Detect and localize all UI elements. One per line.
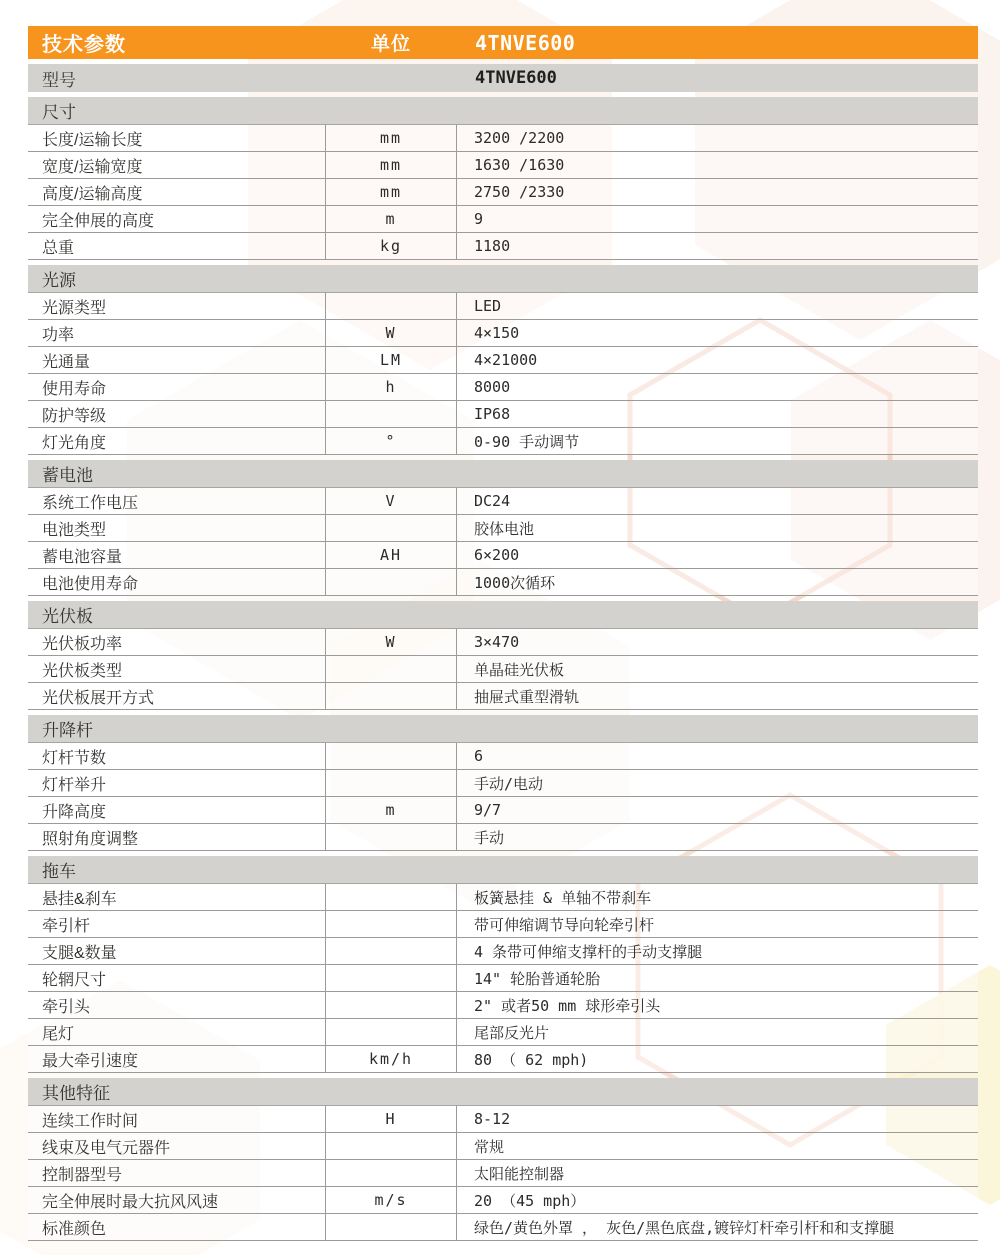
row-label: 电池使用寿命: [42, 575, 139, 593]
row-label: 功率: [42, 326, 75, 344]
table-row: [28, 320, 978, 347]
table-row: [28, 1214, 978, 1241]
row-unit: [325, 683, 457, 709]
row-value: 1630 /1630: [474, 156, 565, 174]
row-value: 4×150: [474, 324, 520, 342]
row-unit: [325, 1214, 457, 1240]
table-row: [28, 152, 978, 179]
model-value: 4TNVE600: [475, 68, 557, 88]
row-unit: mm: [325, 125, 457, 151]
row-value: 3200 /2200: [474, 129, 565, 147]
row-value: 80 （ 62 mph): [474, 1050, 589, 1069]
row-unit: m/s: [325, 1187, 457, 1213]
row-value: 太阳能控制器: [474, 1164, 565, 1183]
table-row: [28, 965, 978, 992]
row-label: 防护等级: [42, 407, 107, 425]
table-row: [28, 824, 978, 851]
row-value: 单晶硅光伏板: [474, 660, 565, 679]
row-unit: [325, 938, 457, 964]
table-row: [28, 656, 978, 683]
table-row: [28, 293, 978, 320]
row-value: 14" 轮胎普通轮胎: [474, 969, 601, 988]
row-value: 绿色/黄色外罩 ， 灰色/黑色底盘,镀锌灯杆牵引杆和和支撑腿: [474, 1218, 895, 1237]
row-unit: m: [325, 797, 457, 823]
row-unit: [325, 401, 457, 427]
row-value: 带可伸缩调节导向轮牵引杆: [474, 915, 655, 934]
row-value: 1000次循环: [474, 573, 556, 592]
section-body: [28, 883, 978, 1073]
section-body: [28, 487, 978, 596]
row-unit: mm: [325, 152, 457, 178]
row-label: 灯杆举升: [42, 776, 107, 794]
column-title-unit: 单位: [370, 34, 411, 55]
row-unit: m: [325, 206, 457, 232]
row-unit: [325, 992, 457, 1018]
row-unit: V: [325, 488, 457, 514]
table-row: [28, 542, 978, 569]
row-unit: H: [325, 1106, 457, 1132]
row-label: 完全伸展时最大抗风风速: [42, 1193, 219, 1211]
row-label: 光伏板展开方式: [42, 689, 155, 707]
row-value: 尾部反光片: [474, 1023, 550, 1042]
row-unit: h: [325, 374, 457, 400]
row-value: 6×200: [474, 546, 520, 564]
table-row: [28, 233, 978, 260]
row-value: 9: [474, 210, 484, 228]
table-row: [28, 1106, 978, 1133]
row-label: 线束及电气元器件: [42, 1139, 171, 1157]
table-row: [28, 911, 978, 938]
row-label: 控制器型号: [42, 1166, 123, 1184]
row-unit: [325, 1019, 457, 1045]
row-unit: kg: [325, 233, 457, 259]
row-label: 轮辋尺寸: [42, 971, 107, 989]
table-header: [28, 26, 978, 59]
row-value: 6: [474, 747, 484, 765]
row-value: 1180: [474, 237, 511, 255]
row-label: 电池类型: [42, 521, 107, 539]
row-label: 灯杆节数: [42, 749, 107, 767]
model-label: 型号: [42, 70, 76, 90]
row-label: 光通量: [42, 353, 91, 371]
section-header: 拖车: [28, 856, 978, 883]
section-header: 其他特征: [28, 1078, 978, 1105]
row-unit: [325, 743, 457, 769]
row-value: 9/7: [474, 801, 502, 819]
table-row: [28, 347, 978, 374]
row-unit: [325, 911, 457, 937]
spec-table: [28, 26, 978, 1241]
row-label: 连续工作时间: [42, 1112, 139, 1130]
row-label: 总重: [42, 239, 75, 257]
table-row: [28, 488, 978, 515]
row-value: 手动: [474, 828, 505, 847]
row-unit: [325, 884, 457, 910]
section-header: 升降杆: [28, 715, 978, 742]
row-label: 完全伸展的高度: [42, 212, 155, 230]
row-value: 20 （45 mph）: [474, 1191, 586, 1210]
section-header: 光伏板: [28, 601, 978, 628]
table-row: [28, 770, 978, 797]
row-unit: W: [325, 629, 457, 655]
row-unit: [325, 824, 457, 850]
table-row: [28, 938, 978, 965]
row-label: 最大牵引速度: [42, 1052, 139, 1070]
row-label: 光伏板类型: [42, 662, 123, 680]
row-label: 照射角度调整: [42, 830, 139, 848]
table-row: [28, 743, 978, 770]
section-header: 尺寸: [28, 97, 978, 124]
row-label: 牵引头: [42, 998, 91, 1016]
row-value: LED: [474, 297, 502, 315]
table-row: [28, 515, 978, 542]
section-body: [28, 628, 978, 710]
row-value: 8000: [474, 378, 511, 396]
table-row: [28, 1160, 978, 1187]
table-row: [28, 569, 978, 596]
row-value: 2" 或者50 mm 球形牵引头: [474, 996, 661, 1015]
row-label: 蓄电池容量: [42, 548, 123, 566]
column-title-parameters: 技术参数: [42, 34, 126, 56]
row-value: 2750 /2330: [474, 183, 565, 201]
row-value: 板簧悬挂 & 单轴不带刹车: [474, 888, 652, 907]
row-label: 光伏板功率: [42, 635, 123, 653]
row-unit: LM: [325, 347, 457, 373]
row-unit: [325, 1160, 457, 1186]
row-label: 长度/运输长度: [42, 131, 143, 149]
table-row: [28, 992, 978, 1019]
row-value: 0-90 手动调节: [474, 432, 580, 451]
row-label: 宽度/运输宽度: [42, 158, 143, 176]
row-unit: [325, 1133, 457, 1159]
row-unit: [325, 656, 457, 682]
section-body: [28, 1105, 978, 1241]
table-row: [28, 629, 978, 656]
table-row: [28, 683, 978, 710]
row-unit: W: [325, 320, 457, 346]
section-body: [28, 742, 978, 851]
row-unit: [325, 515, 457, 541]
row-value: 抽屉式重型滑轨: [474, 687, 580, 706]
row-value: IP68: [474, 405, 511, 423]
table-row: [28, 206, 978, 233]
table-row: [28, 125, 978, 152]
section-body: [28, 292, 978, 455]
row-value: 8-12: [474, 1110, 511, 1128]
row-label: 悬挂&刹车: [42, 890, 117, 908]
section-header: 光源: [28, 265, 978, 292]
table-row: [28, 179, 978, 206]
row-unit: mm: [325, 179, 457, 205]
row-label: 高度/运输高度: [42, 185, 143, 203]
row-value: 4 条带可伸缩支撑杆的手动支撑腿: [474, 942, 703, 961]
row-value: 常规: [474, 1137, 505, 1156]
row-value: 4×21000: [474, 351, 538, 369]
row-label: 牵引杆: [42, 917, 91, 935]
table-row: [28, 1019, 978, 1046]
table-row: [28, 374, 978, 401]
section-body: [28, 124, 978, 260]
spec-table-sections: [28, 97, 978, 1241]
section-header: 蓄电池: [28, 460, 978, 487]
table-row: [28, 797, 978, 824]
row-label: 支腿&数量: [42, 944, 117, 962]
table-row: [28, 1046, 978, 1073]
row-value: DC24: [474, 492, 511, 510]
table-row: [28, 428, 978, 455]
row-unit: °: [325, 428, 457, 454]
row-label: 使用寿命: [42, 380, 107, 398]
row-unit: AH: [325, 542, 457, 568]
row-label: 标准颜色: [42, 1220, 107, 1238]
table-row: [28, 401, 978, 428]
row-value: 3×470: [474, 633, 520, 651]
table-row: [28, 1133, 978, 1160]
row-label: 光源类型: [42, 299, 107, 317]
row-unit: km/h: [325, 1046, 457, 1072]
row-label: 尾灯: [42, 1025, 75, 1043]
model-row: [28, 64, 978, 92]
row-label: 灯光角度: [42, 434, 107, 452]
row-label: 系统工作电压: [42, 494, 139, 512]
table-row: [28, 884, 978, 911]
row-unit: [325, 569, 457, 595]
row-label: 升降高度: [42, 803, 107, 821]
row-unit: [325, 293, 457, 319]
row-value: 胶体电池: [474, 519, 535, 538]
table-row: [28, 1187, 978, 1214]
row-unit: [325, 770, 457, 796]
row-value: 手动/电动: [474, 774, 544, 793]
column-title-model: 4TNVE600: [475, 30, 576, 55]
row-unit: [325, 965, 457, 991]
